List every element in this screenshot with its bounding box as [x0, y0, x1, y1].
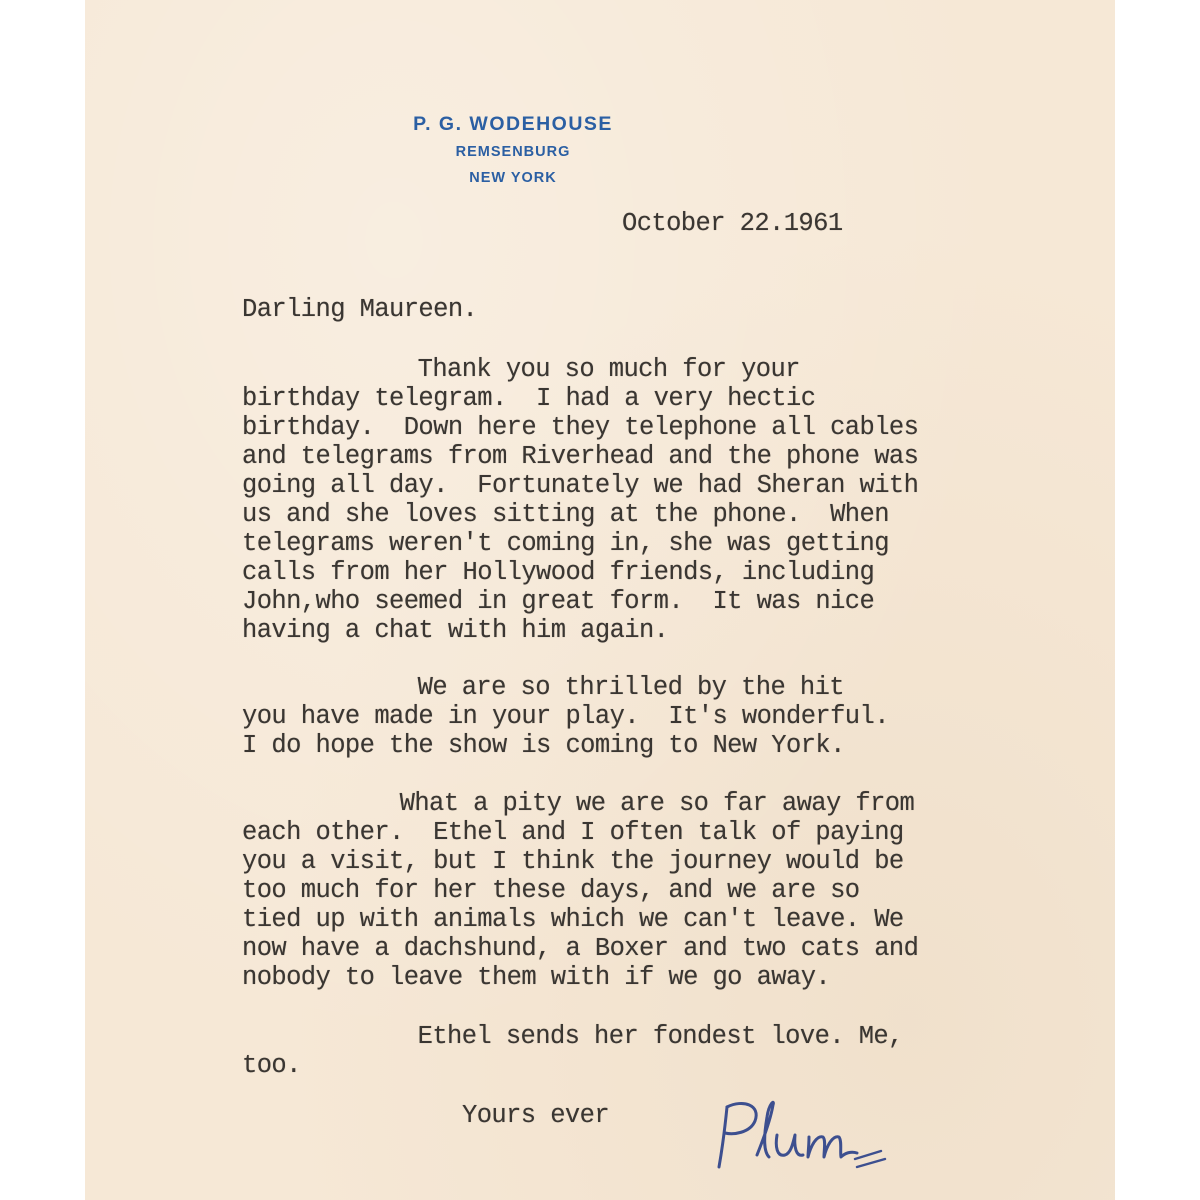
body-line: tied up with animals which we can't leave. We: [242, 905, 904, 934]
body-line: telegrams weren't coming in, she was getting: [242, 529, 889, 558]
body-line: and telegrams from Riverhead and the phone was: [242, 442, 919, 471]
body-line: John,who seemed in great form. It was nice: [242, 587, 875, 616]
letterhead-name: P. G. WODEHOUSE: [413, 113, 613, 135]
letterhead-state: NEW YORK: [469, 170, 557, 186]
body-line: What a pity we are so far away from: [282, 789, 915, 818]
body-line: each other. Ethel and I often talk of paying: [242, 818, 904, 847]
body-line: Ethel sends her fondest love. Me,: [300, 1022, 903, 1051]
body-line: too.: [242, 1051, 301, 1080]
body-line: nobody to leave them with if we go away.: [242, 963, 831, 992]
body-line: now have a dachshund, a Boxer and two cats and: [242, 934, 919, 963]
body-line: birthday. Down here they telephone all cables: [242, 413, 919, 442]
body-line: going all day. Fortunately we had Sheran with: [242, 471, 919, 500]
body-line: too much for her these days, and we are so: [242, 876, 860, 905]
salutation: Darling Maureen.: [242, 295, 478, 324]
body-line: Thank you so much for your: [300, 355, 800, 384]
letter-date: October 22.1961: [622, 209, 843, 238]
body-line: I do hope the show is coming to New York.: [242, 731, 845, 760]
body-line: calls from her Hollywood friends, including: [242, 558, 875, 587]
body-line: having a chat with him again.: [242, 616, 669, 645]
signature-plum: [705, 1095, 925, 1175]
closing: Yours ever: [462, 1101, 610, 1130]
letterhead-town: REMSENBURG: [455, 144, 571, 160]
body-line: birthday telegram. I had a very hectic: [242, 384, 816, 413]
body-line: you have made in your play. It's wonderful.: [242, 702, 889, 731]
body-line: us and she loves sitting at the phone. When: [242, 500, 889, 529]
body-line: you a visit, but I think the journey would be: [242, 847, 904, 876]
body-line: We are so thrilled by the hit: [300, 673, 844, 702]
